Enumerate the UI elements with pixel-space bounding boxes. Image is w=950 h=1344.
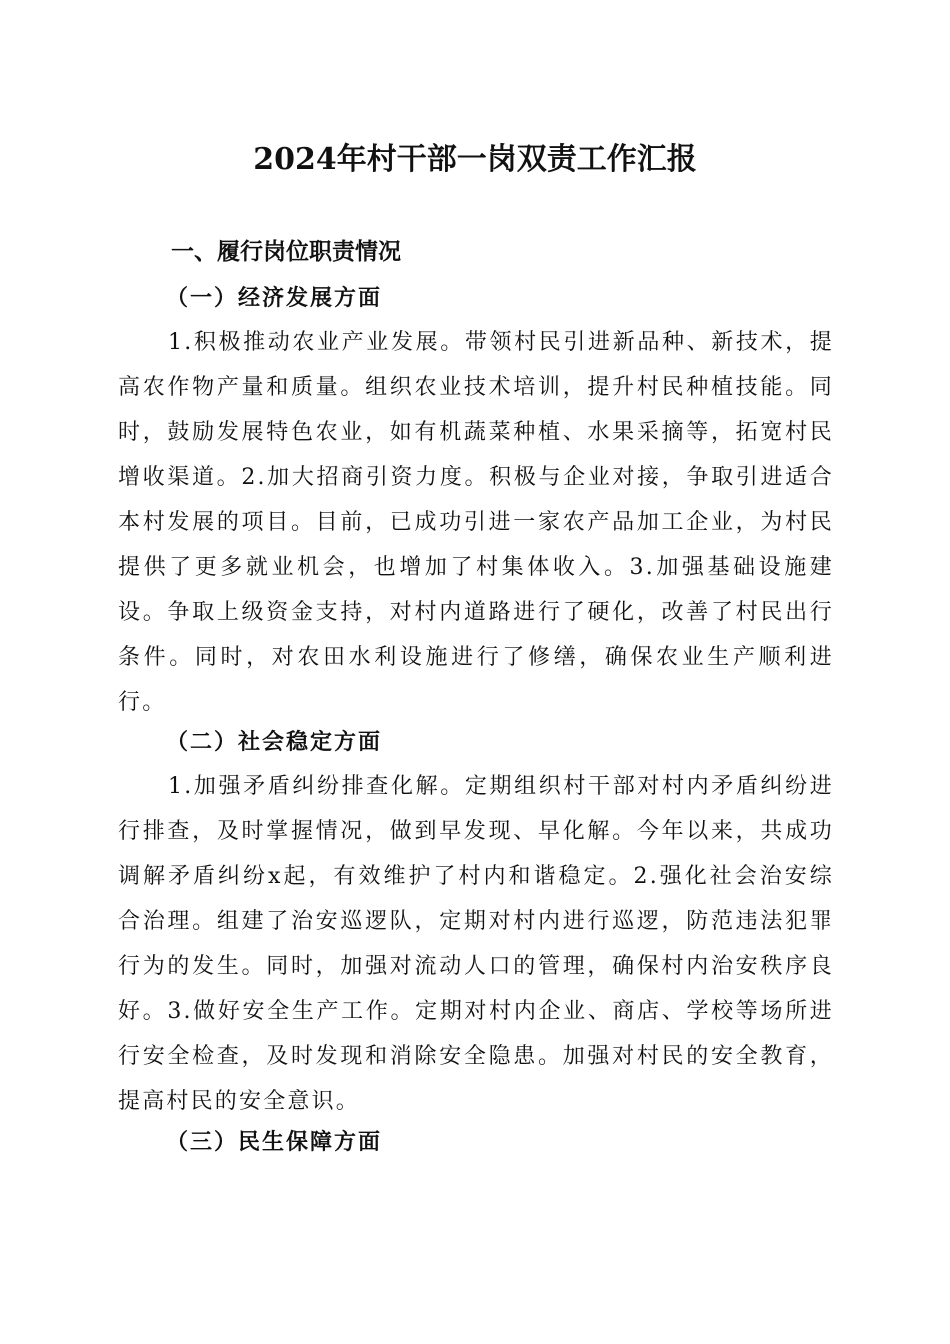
paragraph-stability: 1.加强矛盾纠纷排查化解。定期组织村干部对村内矛盾纠纷进行排查，及时掌握情况，做到早发现、早化解。今年以来，共成功调解矛盾纠纷x起，有效维护了村内和谐稳定。2.强化社会治安综合治理。组建了治安巡逻队，定期对村内进行巡逻，防范违法犯罪行为的发生。同时，加强对流动人口的管理，确保村内治安秩序良好。3.做好安全生产工作。定期对村内企业、商店、学校等场所进行安全检查，及时发现和消除安全隐患。加强对村民的安全教育，提高村民的安全意识。	[118, 774, 834, 1114]
document-title: 2024年村干部一岗双责工作汇报	[253, 142, 697, 177]
subsection-heading-stability: （二）社会稳定方面	[166, 729, 383, 755]
paragraph-economy: 1.积极推动农业产业发展。带领村民引进新品种、新技术，提高农作物产量和质量。组织农业技术培训，提升村民种植技能。同时，鼓励发展特色农业，如有机蔬菜种植、水果采摘等，拓宽村民增收渠道。2.加大招商引资力度。积极与企业对接，争取引进适合本村发展的项目。目前，已成功引进一家农产品加工企业，为村民提供了更多就业机会，也增加了村集体收入。3.加强基础设施建设。争取上级资金支持，对村内道路进行了硬化，改善了村民出行条件。同时，对农田水利设施进行了修缮，确保农业生产顺利进行。	[118, 330, 834, 715]
subsection-heading-livelihood: （三）民生保障方面	[166, 1129, 383, 1155]
subsection-heading-economy: （一）经济发展方面	[166, 285, 383, 311]
section-heading-1: 一、履行岗位职责情况	[171, 239, 401, 265]
